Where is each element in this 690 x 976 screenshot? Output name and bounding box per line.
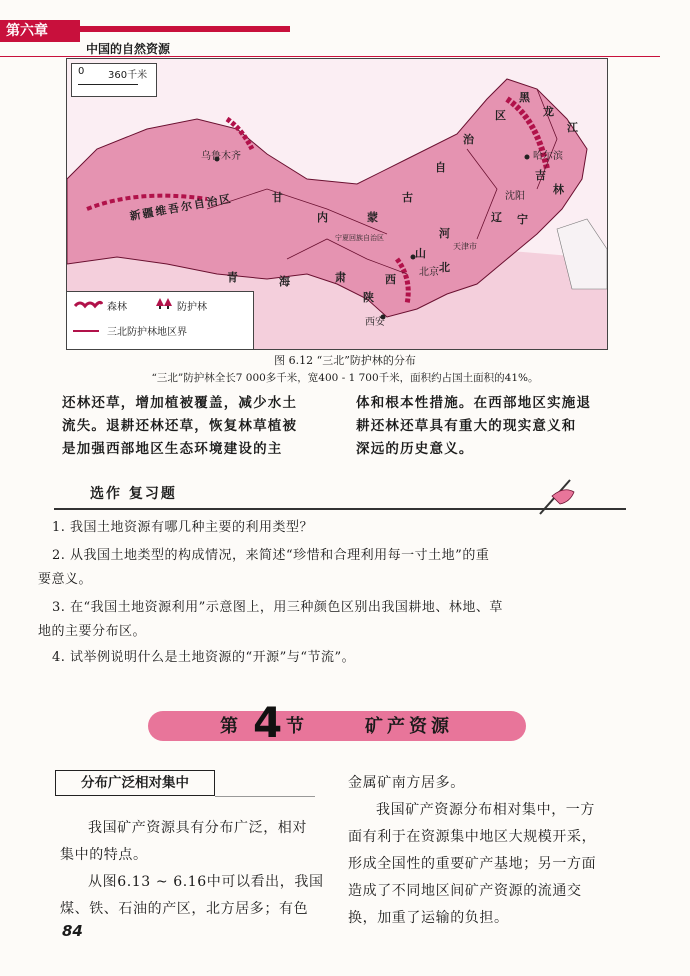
page-number: 84 <box>62 922 83 940</box>
body-line: 煤、铁、石油的产区，北方居多；有色 <box>60 901 309 917</box>
label-tianjin: 天津市 <box>453 242 477 251</box>
section-title: 矿产资源 <box>365 716 453 737</box>
label-su: 肃 <box>335 271 346 284</box>
label-ji: 吉 <box>535 169 546 182</box>
label-ning: 宁 <box>517 213 528 226</box>
label-lin: 林 <box>553 183 564 196</box>
shelterbelt-map <box>66 58 608 350</box>
chapter-title: 中国的自然资源 <box>86 42 171 56</box>
subsection-title: 分布广泛相对集中 <box>55 770 215 796</box>
label-xi: 西 <box>385 273 396 286</box>
label-shan: 山 <box>415 247 426 260</box>
label-nei: 内 <box>317 211 328 224</box>
review-rule <box>54 508 626 510</box>
body-line: 金属矿南方居多。 <box>348 775 465 791</box>
body-line: 形成全国性的重要矿产基地；另一方面 <box>348 856 597 872</box>
tree-icon <box>155 296 173 310</box>
label-long: 龙 <box>543 105 554 118</box>
body-line: 集中的特点。 <box>60 847 148 863</box>
forest-symbol-icon <box>73 298 103 310</box>
legend-boundary: 三北防护林地区界 <box>107 327 187 338</box>
section-number: 4 <box>253 698 283 747</box>
figure-caption: 图 6.12 “三北”防护林的分布 <box>274 354 416 367</box>
label-shaan: 陕 <box>363 291 374 304</box>
body-col-right <box>348 770 648 932</box>
label-gu: 古 <box>402 191 413 204</box>
subsection-rule <box>215 796 315 797</box>
question-3: 3. 在“我国土地资源利用”示意图上，用三种颜色区别出我国耕地、林地、草 <box>52 600 503 615</box>
map-legend <box>67 291 254 350</box>
boundary-line-icon <box>73 330 99 332</box>
text-col-left <box>62 392 297 461</box>
body-line: 我国矿产资源分布相对集中，一方 <box>376 802 595 818</box>
review-heading: 选作 复习题 <box>90 486 177 502</box>
scale-bar <box>71 63 157 97</box>
body-line: 换，加重了运输的负担。 <box>348 910 509 926</box>
label-beijing: 北京 <box>419 267 439 278</box>
text-line: 深远的历史意义。 <box>356 441 474 457</box>
question-2-cont: 要意义。 <box>38 572 93 587</box>
label-gan: 甘 <box>272 191 283 204</box>
text-line: 耕还林还草具有重大的现实意义和 <box>356 418 577 434</box>
body-line: 从图6.13 ~ 6.16中可以看出，我国 <box>88 874 324 890</box>
figure-note: “三北”防护林全长7 000多千米，宽400 - 1 700千米，面积约占国土面积的41%。 <box>151 372 539 384</box>
label-liao: 辽 <box>491 211 502 224</box>
label-ningxia: 宁夏回族自治区 <box>335 234 384 242</box>
label-hai: 海 <box>279 275 290 288</box>
body-line: 我国矿产资源具有分布广泛，相对 <box>88 820 307 836</box>
pen-icon <box>530 474 580 518</box>
label-meng: 蒙 <box>367 211 378 224</box>
label-zi: 自 <box>435 161 446 174</box>
header-rule <box>0 56 660 57</box>
label-xinjiang: 新疆维吾尔自治区 <box>128 192 234 223</box>
question-3-cont: 地的主要分布区。 <box>38 624 147 639</box>
body-line: 面有利于在资源集中地区大规模开采， <box>348 829 597 845</box>
label-he: 河 <box>439 227 450 240</box>
chapter-label: 第六章 <box>0 20 80 42</box>
legend-forest: 森林 <box>107 302 127 313</box>
label-zhi: 治 <box>463 133 474 146</box>
question-4: 4. 试举例说明什么是土地资源的“开源”与“节流”。 <box>52 650 356 665</box>
section-banner <box>148 711 526 741</box>
scale-zero: 0 <box>78 66 85 77</box>
question-1: 1. 我国土地资源有哪几种主要的利用类型？ <box>52 520 314 535</box>
label-hei: 黑 <box>519 91 530 104</box>
scale-value: 360千米 <box>108 70 148 81</box>
label-qu: 区 <box>495 109 506 122</box>
text-line: 是加强西部地区生态环境建设的主 <box>62 441 283 457</box>
label-xian: 西安 <box>365 317 385 328</box>
question-2: 2. 从我国土地类型的构成情况，来简述“珍惜和合理利用每一寸土地”的重 <box>52 548 490 563</box>
label-jiang: 江 <box>567 121 578 134</box>
text-col-right <box>356 392 591 461</box>
label-harbin: 哈尔滨 <box>533 151 563 162</box>
legend-shelterbelt: 防护林 <box>177 302 207 313</box>
label-shenyang: 沈阳 <box>505 191 525 202</box>
label-urumqi: 乌鲁木齐 <box>201 151 241 162</box>
text-line: 还林还草，增加植被覆盖，减少水土 <box>62 395 298 411</box>
text-line: 流失。退耕还林还草，恢复林草植被 <box>62 418 298 434</box>
section-prefix: 第 <box>220 716 238 737</box>
text-line: 体和根本性措施。在西部地区实施退 <box>356 395 592 411</box>
label-qing: 青 <box>227 271 238 284</box>
body-col-left <box>60 815 332 923</box>
label-bei: 北 <box>439 261 450 274</box>
section-suffix: 节 <box>286 716 304 737</box>
body-line: 造成了不同地区间矿产资源的流通交 <box>348 883 582 899</box>
